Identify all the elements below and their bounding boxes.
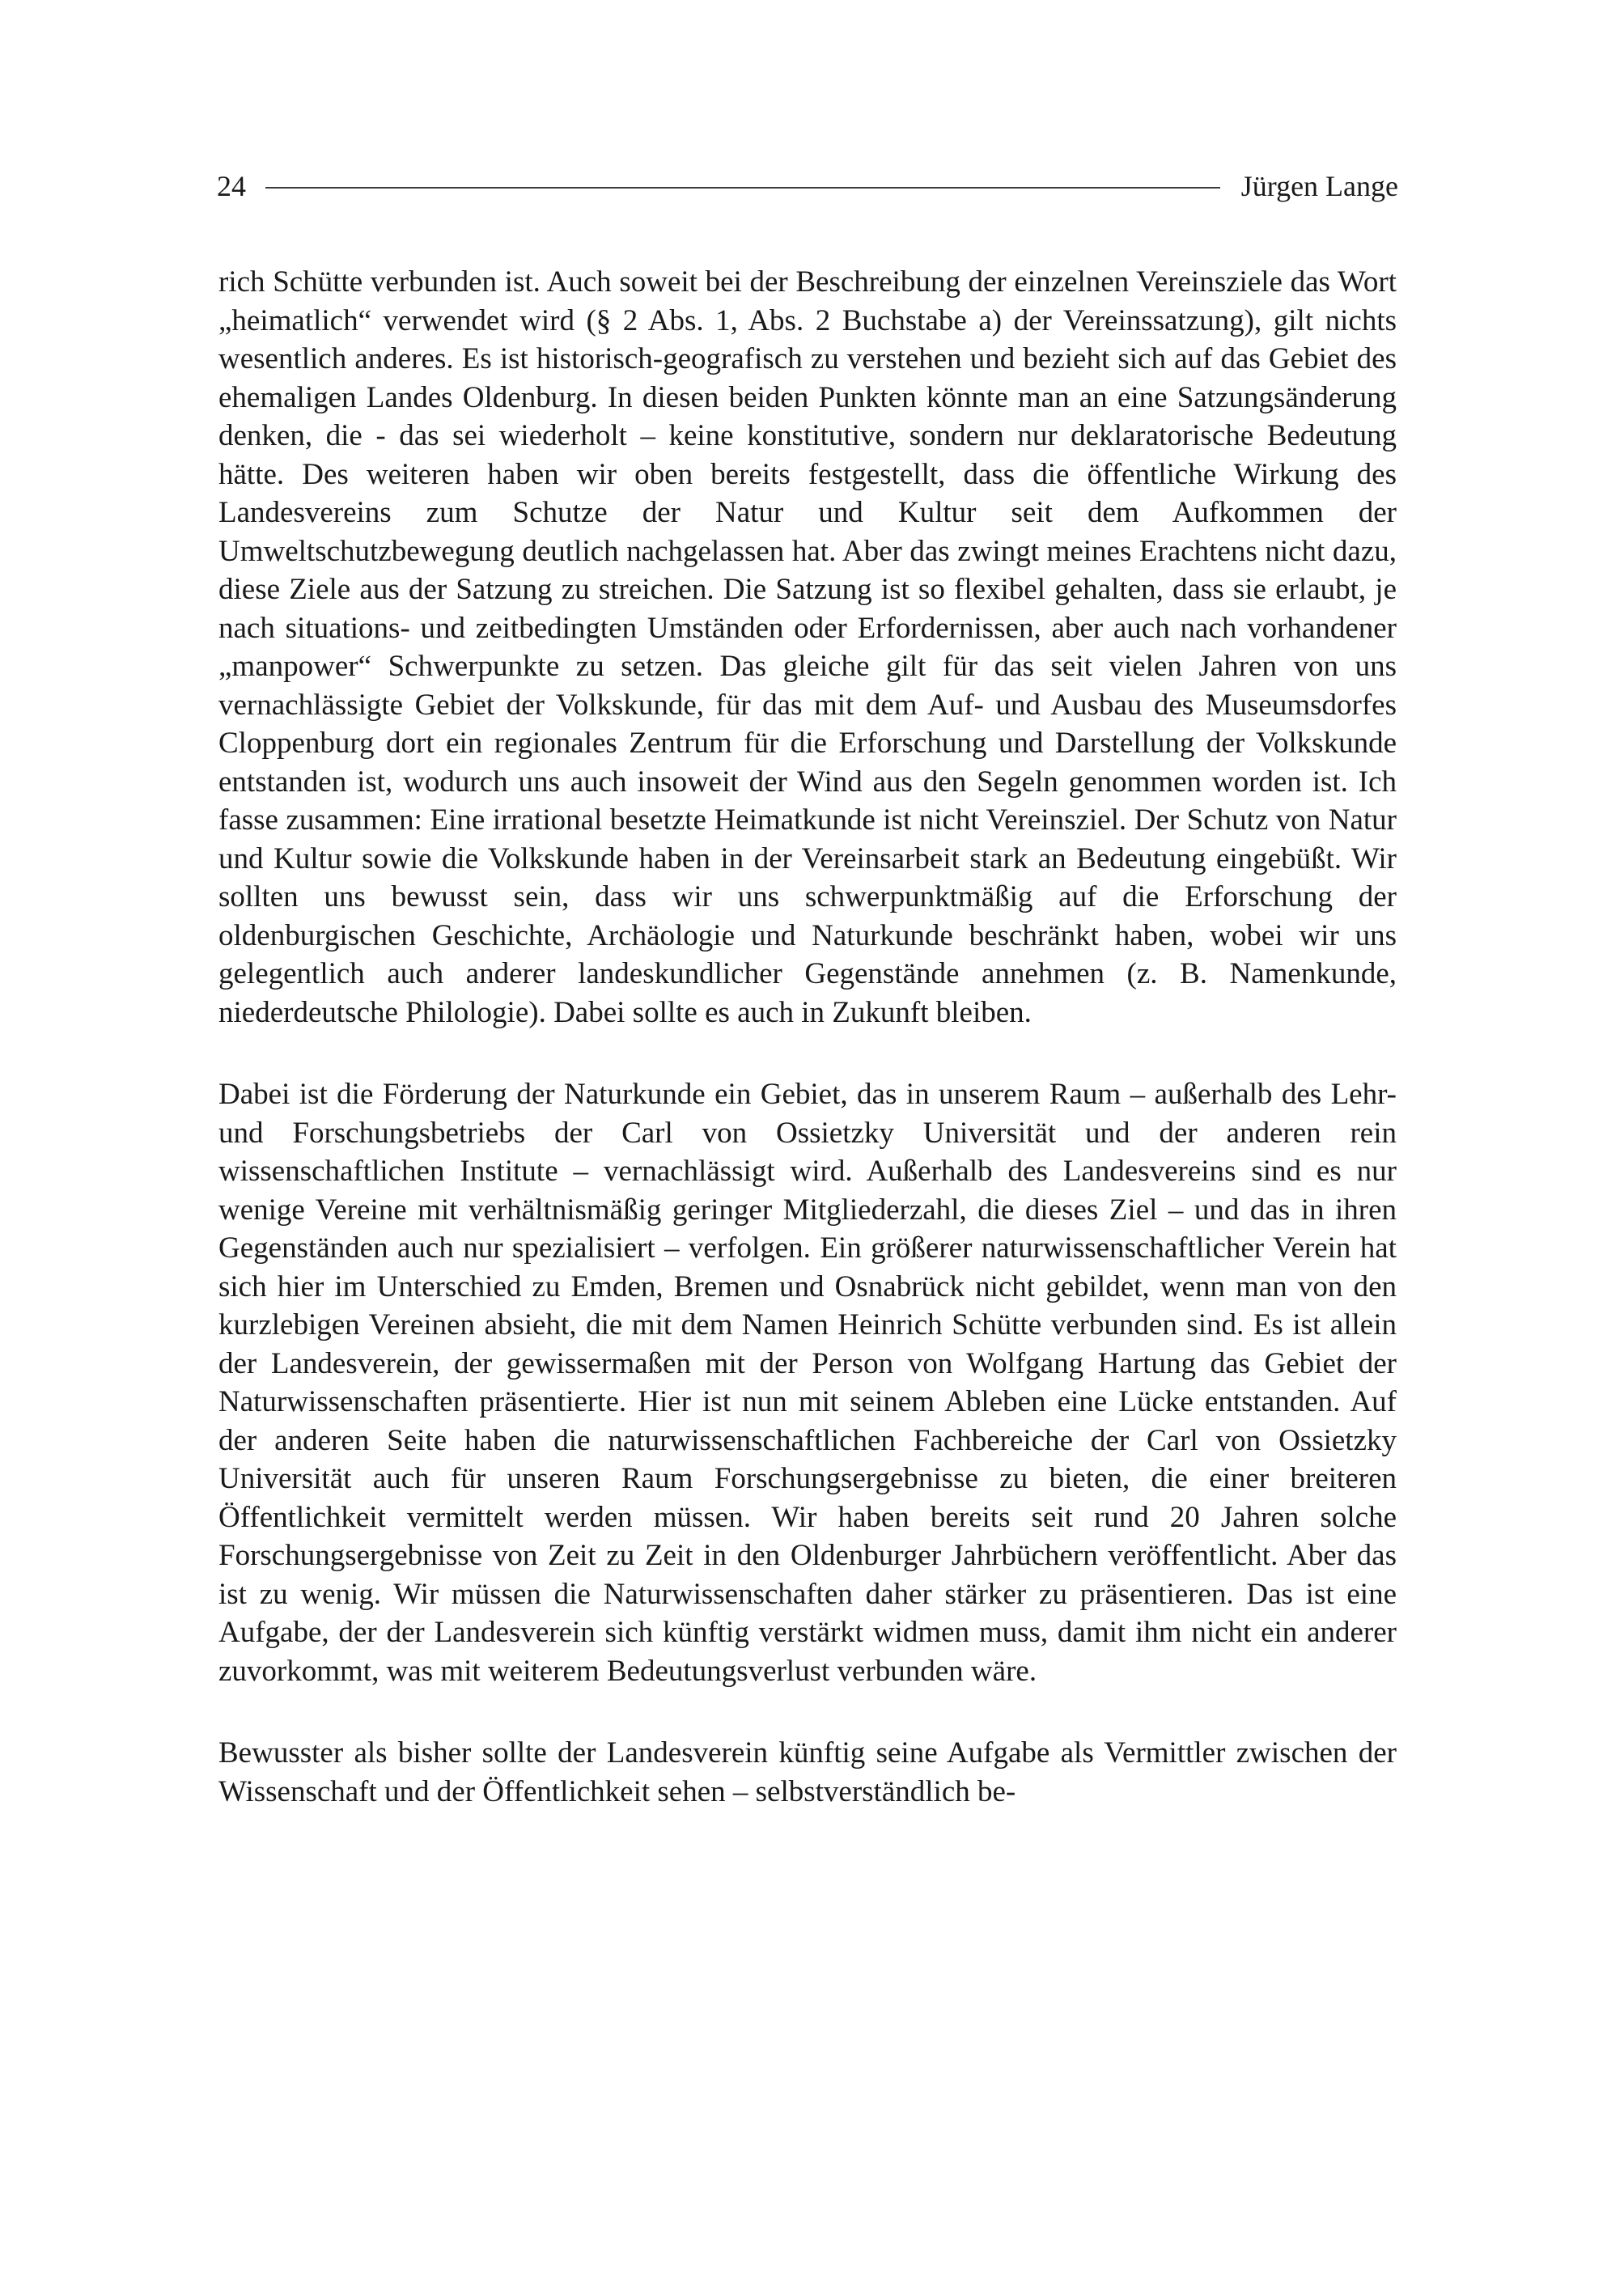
body-text bbox=[218, 263, 1397, 1854]
page-number: 24 bbox=[217, 170, 246, 202]
paragraph-1: rich Schütte verbunden ist. Auch soweit bei der Beschreibung der einzelnen Vereinsziele das Wort „heimatlich“ verwendet wird (§ 2 Abs. 1, Abs. 2 Buchstabe a) der Vereinssatzung), gilt nichts wesentlich anderes. Es ist historisch-geografisch zu verstehen und bezieht sich auf das Gebiet des ehemaligen Landes Oldenburg. In diesen beiden Punkten könnte man an eine Satzungsänderung denken, die - das sei wiederholt – keine konstitutive, sondern nur deklaratorische Bedeutung hätte. Des weiteren haben wir oben bereits festgestellt, dass die öffentliche Wirkung des Landesvereins zum Schutze der Natur und Kultur seit dem Aufkommen der Umweltschutzbewegung deutlich nachgelassen hat. Aber das zwingt meines Erachtens nicht dazu, diese Ziele aus der Satzung zu streichen. Die Satzung ist so flexibel gehalten, dass sie erlaubt, je nach situations- und zeitbedingten Umständen oder Erfordernissen, aber auch nach vorhandener „manpower“ Schwerpunkte zu setzen. Das gleiche gilt für das seit vielen Jahren von uns vernachlässigte Gebiet der Volkskunde, für das mit dem Auf- und Ausbau des Museumsdorfes Cloppenburg dort ein regionales Zentrum für die Erforschung und Darstellung der Volkskunde entstanden ist, wodurch uns auch insoweit der Wind aus den Segeln genommen worden ist. Ich fasse zusammen: Eine irrational besetzte Heimatkunde ist nicht Vereinsziel. Der Schutz von Natur und Kultur sowie die Volkskunde haben in der Vereinsarbeit stark an Bedeutung eingebüßt. Wir sollten uns bewusst sein, dass wir uns schwerpunktmäßig auf die Erforschung der oldenburgischen Geschichte, Archäologie und Naturkunde beschränkt haben, wobei wir uns gelegentlich auch anderer landeskundlicher Gegenstände annehmen (z. B. Namenkunde, niederdeutsche Philologie). Dabei sollte es auch in Zukunft bleiben. bbox=[218, 265, 1397, 1029]
paragraph-3: Bewusster als bisher sollte der Landesverein künftig seine Aufgabe als Vermittler zwischen der Wissenschaft und der Öffentlichkeit sehen – selbstverständlich be- bbox=[218, 1736, 1397, 1808]
header-rule bbox=[265, 187, 1220, 189]
running-header bbox=[217, 162, 1398, 210]
paragraph-2: Dabei ist die Förderung der Naturkunde ein Gebiet, das in unserem Raum – außerhalb des Lehr- und Forschungsbetriebs der Carl von Ossietzky Universität und der anderen rein wissenschaftlichen Institute – vernachlässigt wird. Außerhalb des Landesvereins sind es nur wenige Vereine mit verhältnismäßig geringer Mitgliederzahl, die dieses Ziel – und das in ihren Gegenständen auch nur spezialisiert – verfolgen. Ein größerer naturwissenschaftlicher Verein hat sich hier im Unterschied zu Emden, Bremen und Osnabrück nicht gebildet, wenn man von den kurzlebigen Vereinen absieht, die mit dem Namen Heinrich Schütte verbunden sind. Es ist allein der Landesverein, der gewissermaßen mit der Person von Wolfgang Hartung das Gebiet der Naturwissenschaften präsentierte. Hier ist nun mit seinem Ableben eine Lücke entstanden. Auf der anderen Seite haben die naturwissenschaftlichen Fachbereiche der Carl von Ossietzky Universität auch für unseren Raum Forschungsergebnisse zu bieten, die einer breiteren Öffentlichkeit vermittelt werden müssen. Wir haben bereits seit rund 20 Jahren solche Forschungsergebnisse von Zeit zu Zeit in den Oldenburger Jahrbüchern veröffentlicht. Aber das ist zu wenig. Wir müssen die Naturwissenschaften daher stärker zu präsentieren. Das ist eine Aufgabe, der der Landesverein sich künftig verstärkt widmen muss, damit ihm nicht ein anderer zuvorkommt, was mit weiterem Bedeutungsverlust verbunden wäre. bbox=[218, 1078, 1397, 1688]
running-head-author: Jürgen Lange bbox=[1240, 170, 1398, 202]
